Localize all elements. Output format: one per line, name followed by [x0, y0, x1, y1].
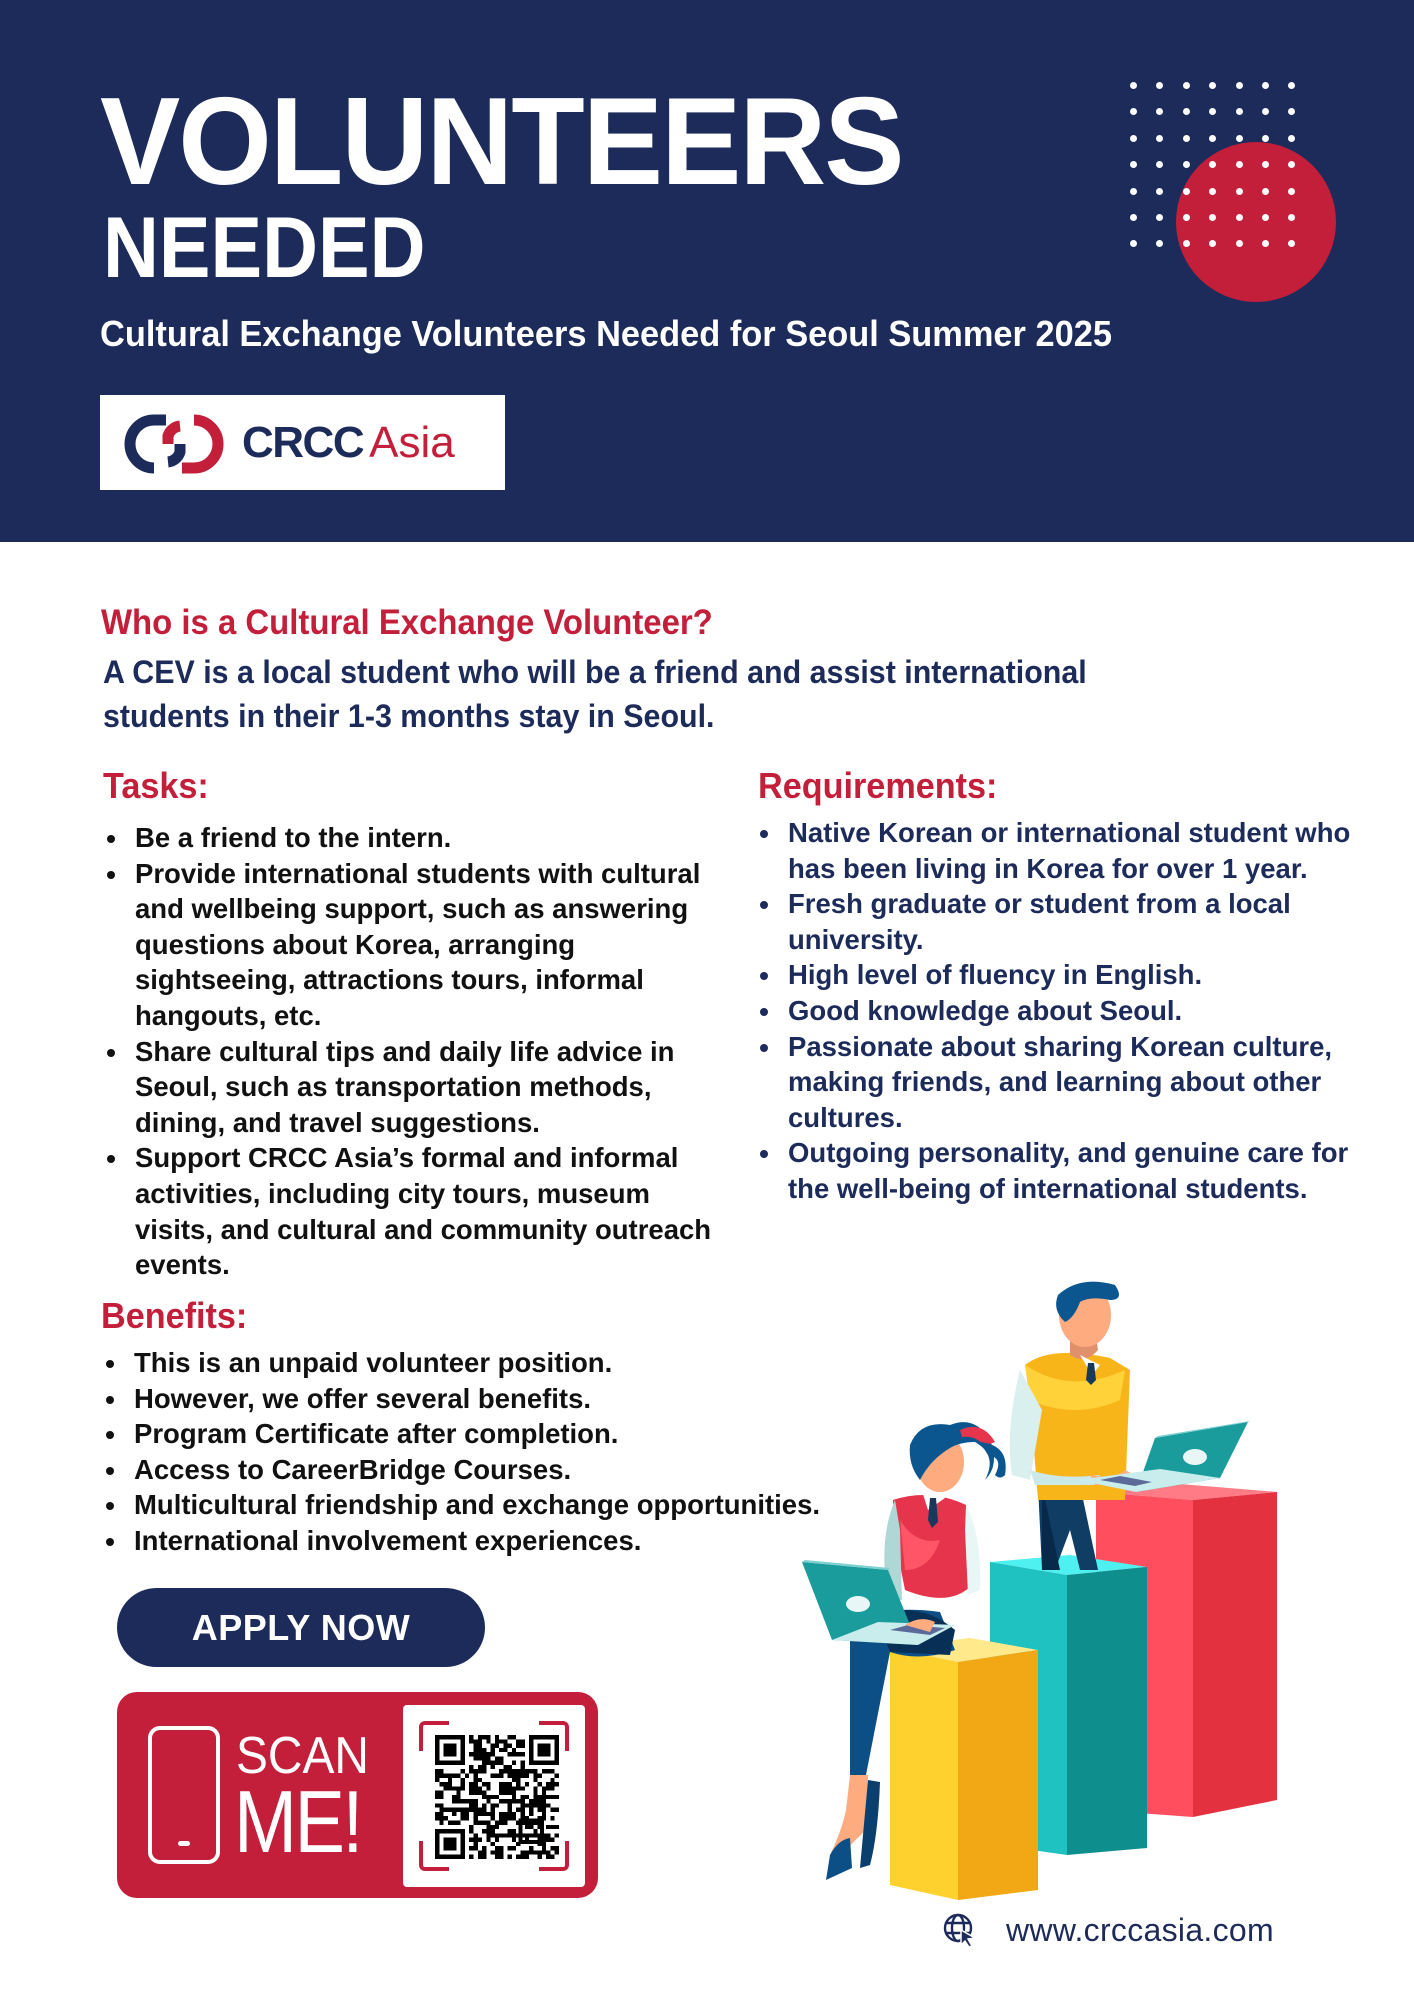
- decorative-dot: [1183, 82, 1190, 89]
- list-item: Passionate about sharing Korean culture, making friends, and learning about other cultures.: [754, 1029, 1354, 1136]
- decorative-dot: [1209, 214, 1216, 221]
- requirements-heading: Requirements:: [758, 765, 998, 806]
- decorative-dot: [1183, 214, 1190, 221]
- decorative-dot: [1262, 240, 1269, 247]
- decorative-dot: [1209, 240, 1216, 247]
- decorative-dot: [1209, 82, 1216, 89]
- decorative-dot: [1288, 108, 1295, 115]
- list-item: High level of fluency in English.: [754, 957, 1354, 993]
- tasks-heading: Tasks:: [103, 765, 209, 806]
- decorative-dot: [1262, 214, 1269, 221]
- decorative-dot: [1236, 214, 1243, 221]
- crcc-asia-logo-icon: [124, 412, 224, 476]
- decorative-dot: [1130, 82, 1137, 89]
- hero-header: [0, 0, 1414, 542]
- logo-wordmark: [242, 417, 455, 469]
- decorative-dot: [1156, 135, 1163, 142]
- list-item: Support CRCC Asia’s formal and informal activities, including city tours, museum visits, and cultural and community outreach events.: [101, 1140, 721, 1282]
- decorative-dot: [1156, 161, 1163, 168]
- list-item: Access to CareerBridge Courses.: [100, 1452, 900, 1488]
- decorative-dot: [1209, 108, 1216, 115]
- decorative-dot: [1236, 161, 1243, 168]
- list-item: Program Certificate after completion.: [100, 1416, 900, 1452]
- decorative-dot: [1156, 82, 1163, 89]
- decorative-dot: [1236, 82, 1243, 89]
- decorative-dot: [1130, 214, 1137, 221]
- logo-asia: Asia: [369, 418, 455, 467]
- decorative-dot: [1262, 188, 1269, 195]
- smartphone-icon: [148, 1726, 220, 1864]
- qr-code-frame[interactable]: [403, 1705, 585, 1887]
- website-link[interactable]: [942, 1910, 1274, 1950]
- list-item: Provide international students with cultural and wellbeing support, such as answering questions about Korea, arranging sightseeing, attractions tours, informal hangouts, etc.: [101, 856, 721, 1034]
- scan-label: SCAN: [236, 1727, 369, 1785]
- globe-cursor-icon: [942, 1912, 978, 1948]
- decorative-dot: [1262, 161, 1269, 168]
- tagline: Cultural Exchange Volunteers Needed for Seoul Summer 2025: [100, 313, 1112, 354]
- decorative-dot: [1262, 108, 1269, 115]
- list-item: Share cultural tips and daily life advice in Seoul, such as transportation methods, dining, and travel suggestions.: [101, 1034, 721, 1141]
- scan-me-panel: [117, 1692, 598, 1898]
- list-item: International involvement experiences.: [100, 1523, 900, 1559]
- who-description: A CEV is a local student who will be a friend and assist international students in their 1-3 months stay in Seoul.: [103, 654, 1087, 734]
- website-url[interactable]: www.crccasia.com: [1006, 1912, 1274, 1948]
- who-heading: Who is a Cultural Exchange Volunteer?: [101, 603, 713, 642]
- decorative-dot: [1183, 135, 1190, 142]
- decorative-dot: [1156, 108, 1163, 115]
- list-item: Good knowledge about Seoul.: [754, 993, 1354, 1029]
- decorative-dot: [1236, 188, 1243, 195]
- title-needed: NEEDED: [103, 200, 426, 296]
- decorative-dot: [1236, 240, 1243, 247]
- decorative-dot: [1130, 108, 1137, 115]
- tasks-list: [101, 820, 721, 1283]
- students-laptops-illustration: [780, 1270, 1320, 1900]
- decorative-dot: [1288, 188, 1295, 195]
- list-item: Outgoing personality, and genuine care for the well-being of international students.: [754, 1135, 1354, 1206]
- decorative-dot: [1130, 135, 1137, 142]
- benefits-heading: Benefits:: [101, 1295, 248, 1336]
- me-label: ME!: [234, 1772, 361, 1871]
- decorative-dot: [1156, 188, 1163, 195]
- decorative-dot: [1288, 135, 1295, 142]
- list-item: However, we offer several benefits.: [100, 1381, 900, 1417]
- list-item: This is an unpaid volunteer position.: [100, 1345, 900, 1381]
- decorative-dot: [1288, 161, 1295, 168]
- decorative-dot: [1262, 135, 1269, 142]
- apply-now-button[interactable]: APPLY NOW: [117, 1588, 485, 1667]
- decorative-dot-grid: [1130, 82, 1300, 252]
- decorative-dot: [1130, 188, 1137, 195]
- logo-crcc: CRCC: [242, 418, 364, 467]
- list-item: Native Korean or international student who has been living in Korea for over 1 year.: [754, 815, 1354, 886]
- decorative-dot: [1183, 188, 1190, 195]
- list-item: Multicultural friendship and exchange opportunities.: [100, 1487, 900, 1523]
- yellow-block: [890, 1638, 1038, 1900]
- crcc-asia-logo: [100, 395, 505, 490]
- decorative-dot: [1288, 82, 1295, 89]
- qr-code-icon[interactable]: [435, 1735, 559, 1859]
- decorative-dot: [1209, 188, 1216, 195]
- decorative-dot: [1130, 240, 1137, 247]
- decorative-dot: [1156, 240, 1163, 247]
- decorative-dot: [1183, 108, 1190, 115]
- decorative-dot: [1209, 135, 1216, 142]
- decorative-dot: [1236, 108, 1243, 115]
- decorative-dot: [1209, 161, 1216, 168]
- list-item: Be a friend to the intern.: [101, 820, 721, 856]
- decorative-dot: [1262, 82, 1269, 89]
- decorative-dot: [1183, 161, 1190, 168]
- decorative-dot: [1236, 135, 1243, 142]
- decorative-dot: [1130, 161, 1137, 168]
- decorative-dot: [1183, 240, 1190, 247]
- decorative-dot: [1156, 214, 1163, 221]
- requirements-list: [754, 815, 1354, 1207]
- decorative-dot: [1288, 240, 1295, 247]
- title-volunteers: VOLUNTEERS: [100, 73, 903, 211]
- list-item: Fresh graduate or student from a local university.: [754, 886, 1354, 957]
- decorative-dot: [1288, 214, 1295, 221]
